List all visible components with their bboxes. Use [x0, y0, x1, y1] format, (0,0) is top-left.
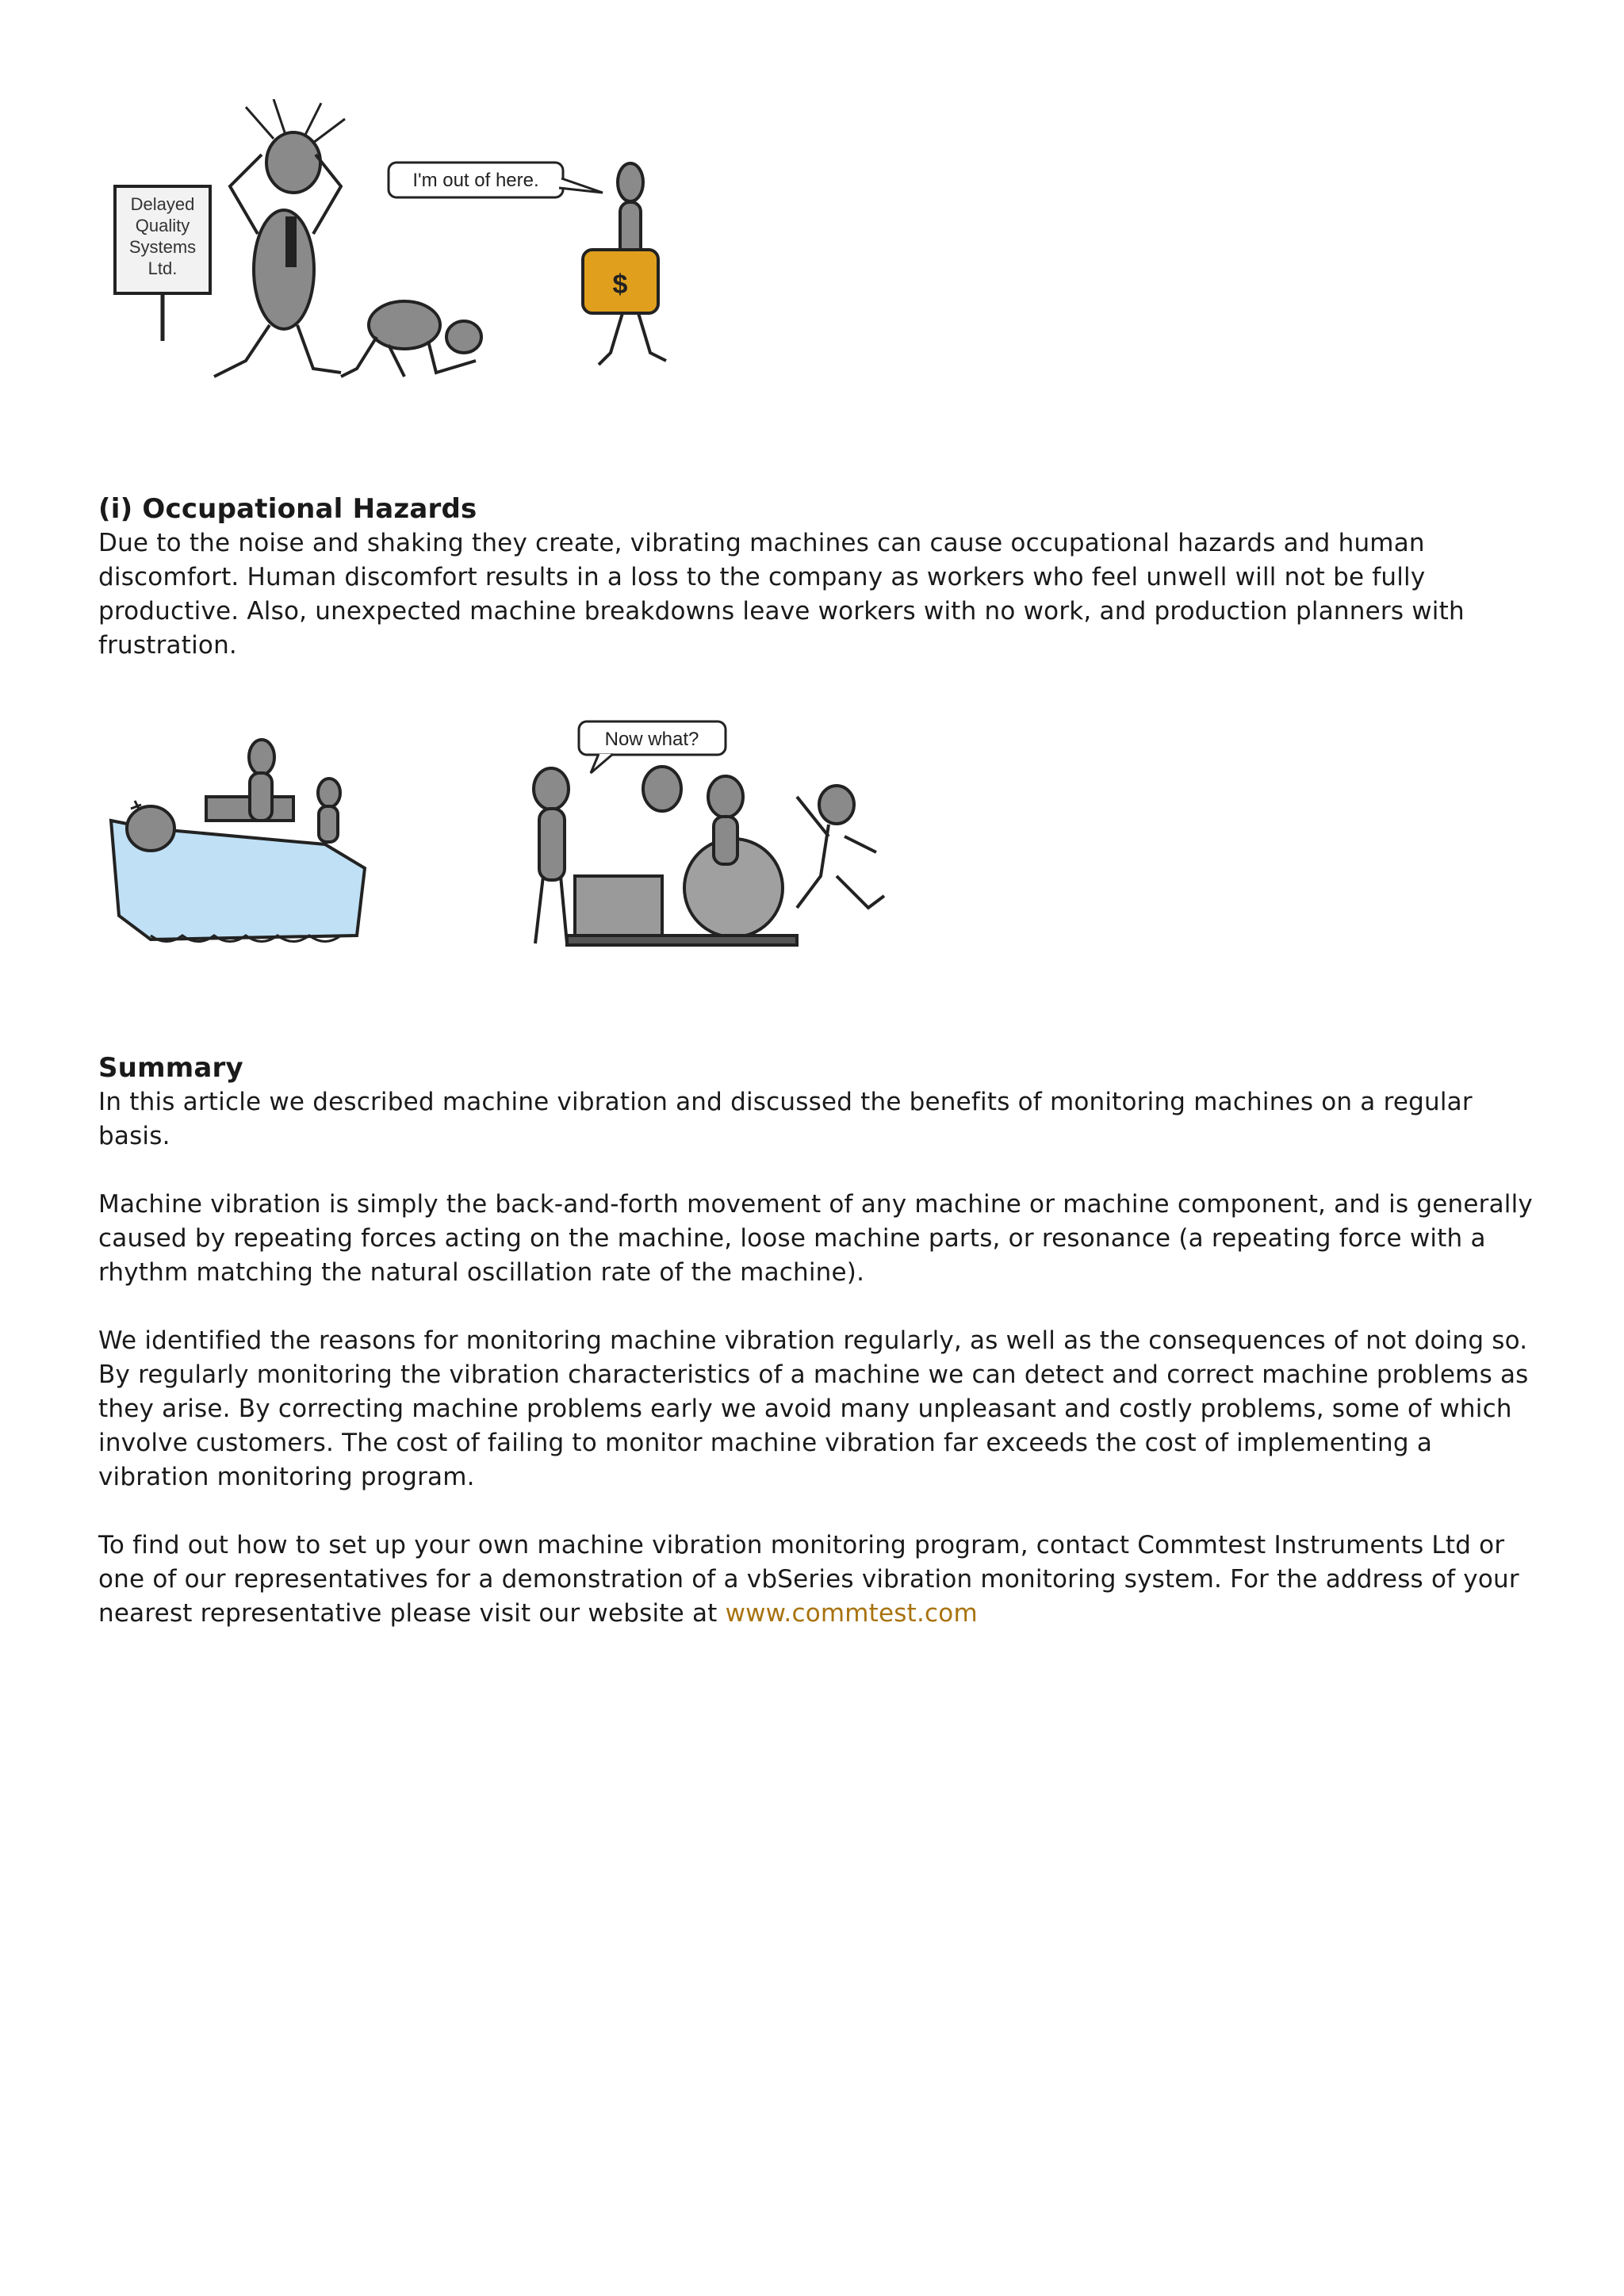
summary-paragraph-1: In this article we described machine vibration and discussed the benefits of monitoring machines on a regular basis.	[98, 1088, 1473, 1150]
summary-heading: Summary	[98, 1052, 243, 1084]
svg-text:Ltd.: Ltd.	[147, 258, 178, 278]
machine-base	[567, 936, 797, 945]
svg-text:Systems: Systems	[128, 237, 197, 257]
svg-text:$: $	[612, 270, 628, 300]
summary-section	[98, 1050, 1549, 1631]
svg-text:Quality: Quality	[135, 216, 190, 235]
svg-text:Now what?: Now what?	[604, 729, 699, 750]
leaving-figure	[583, 163, 666, 365]
frustrated-figure	[214, 99, 345, 377]
commtest-website-link[interactable]: www.commtest.com	[725, 1599, 978, 1628]
svg-text:Delayed: Delayed	[130, 194, 195, 214]
broken-machine-illustration	[519, 718, 896, 955]
crawling-figure	[341, 301, 481, 377]
speech-bubble-out-of-here	[389, 163, 603, 197]
summary-paragraph-3: We identified the reasons for monitoring machine vibration regularly, as well as the consequences of not doing so. By regularly monitoring the vibration characteristics of a machine we can detect and correct machine problems as they arise. By correcting machine problems early we avoid many unpleasant and costly problems, some of which involve customers. The cost of failing to monitor machine vibration far exceeds the cost of implementing a vibration monitoring program.	[98, 1326, 1529, 1491]
svg-text:I'm out of here.: I'm out of here.	[412, 170, 539, 191]
summary-paragraph-2: Machine vibration is simply the back-and-forth movement of any machine or machine component, and is generally caused by repeating forces acting on the machine, loose machine parts, or resonance (a repeating force with a rhythm matching the natural oscillation rate of the machine).	[98, 1190, 1533, 1287]
sick-person-head	[127, 806, 174, 851]
summary-paragraph-4	[98, 1529, 1549, 1631]
hazards-heading: (i) Occupational Hazards	[98, 493, 477, 525]
company-sign	[115, 186, 210, 341]
hazards-body: Due to the noise and shaking they create, vibrating machines can cause occupational hazards and human discomfort. Human discomfort results in a loss to the company as workers who feel unwell will not be fully productive. Also, unexpected machine breakdowns leave workers with no work, and production planners with frustration.	[98, 529, 1465, 660]
summary-paragraph-4-text: To find out how to set up your own machine vibration monitoring program, contact Commtest Instruments Ltd or one of our representatives for a demonstration of a vbSeries vibration monitoring system. For the address of your nearest representative please visit our website at	[98, 1531, 1519, 1628]
sick-worker-illustration	[103, 733, 377, 955]
speech-bubble-now-what	[579, 721, 726, 773]
company-cartoon-illustration	[103, 99, 706, 392]
child-head	[318, 779, 340, 807]
visitor-head	[249, 740, 274, 775]
machine-motor	[575, 876, 662, 939]
hazards-section	[98, 492, 1549, 663]
